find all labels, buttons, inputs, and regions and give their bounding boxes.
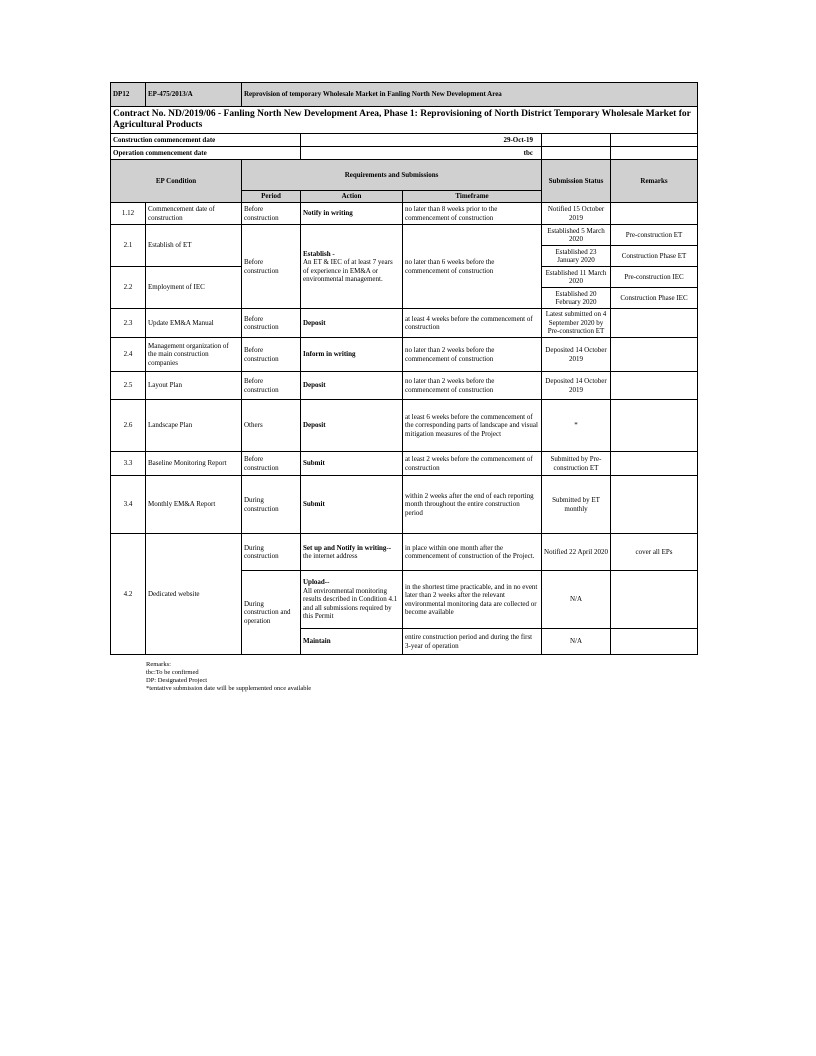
- status-cell: Latest submitted on 4 September 2020 by Pre-construction ET: [542, 309, 611, 338]
- timeframe-cell: in the shortest time practicable, and in no event later than 2 weeks after the relevant environmental monitoring data are collected or become available: [403, 571, 542, 629]
- operation-commencement-value: tbc: [301, 147, 542, 160]
- status-cell: Deposited 14 October 2019: [542, 372, 611, 400]
- action-cell: [301, 534, 403, 571]
- condition-number: 2.3: [111, 309, 146, 338]
- period-cell: Others: [242, 400, 301, 452]
- remark-cell: [611, 629, 698, 655]
- action-cell: Notify in writing: [301, 203, 403, 225]
- table-row: [111, 309, 698, 338]
- period-cell: Before construction: [242, 452, 301, 476]
- table-row: [111, 203, 698, 225]
- condition-name: Dedicated website: [146, 534, 242, 655]
- remark-cell: Construction Phase ET: [611, 246, 698, 267]
- timeframe-header: Timeframe: [403, 191, 542, 203]
- action-header: Action: [301, 191, 403, 203]
- condition-number: 1.12: [111, 203, 146, 225]
- status-cell: N/A: [542, 629, 611, 655]
- remark-cell: Pre-construction IEC: [611, 267, 698, 288]
- condition-name: Update EM&A Manual: [146, 309, 242, 338]
- dp-cell: DP12: [111, 83, 146, 107]
- remark-cell: [611, 476, 698, 534]
- action-text: An ET & IEC of at least 7 years of experience in EM&A or environmental management.: [303, 258, 393, 283]
- timeframe-cell: within 2 weeks after the end of each reporting month throughout the entire construction period: [403, 476, 542, 534]
- table-row: [111, 476, 698, 534]
- period-cell: Before construction: [242, 203, 301, 225]
- status-cell: Deposited 14 October 2019: [542, 338, 611, 372]
- blank-cell: [542, 147, 611, 160]
- action-text: the internet address: [303, 552, 358, 560]
- ep-condition-header: EP Condition: [111, 160, 242, 203]
- remark-cell: [611, 452, 698, 476]
- timeframe-cell: no later than 8 weeks prior to the commencement of construction: [403, 203, 542, 225]
- timeframe-cell: no later than 2 weeks before the commencement of construction: [403, 372, 542, 400]
- period-cell: Before construction: [242, 309, 301, 338]
- condition-number: 2.5: [111, 372, 146, 400]
- action-bold: Set up and Notify in writing--: [303, 543, 392, 552]
- remark-cell: Pre-construction ET: [611, 225, 698, 246]
- status-cell: Established 5 March 2020: [542, 225, 611, 246]
- operation-commencement-label: Operation commencement date: [111, 147, 301, 160]
- timeframe-cell: no later than 6 weeks before the commencement of construction: [403, 225, 542, 309]
- blank-cell: [611, 147, 698, 160]
- action-cell: Submit: [301, 452, 403, 476]
- condition-name: Landscape Plan: [146, 400, 242, 452]
- period-cell: During construction and operation: [242, 571, 301, 655]
- status-cell: Established 20 February 2020: [542, 288, 611, 309]
- remarks-notes: [146, 661, 311, 693]
- remarks-header: Remarks: [611, 160, 698, 203]
- condition-number: 2.2: [111, 267, 146, 309]
- condition-name: Monthly EM&A Report: [146, 476, 242, 534]
- table-row: [111, 452, 698, 476]
- status-cell: N/A: [542, 571, 611, 629]
- action-cell: Deposit: [301, 400, 403, 452]
- condition-name: Establish of ET: [146, 225, 242, 267]
- condition-name: Baseline Monitoring Report: [146, 452, 242, 476]
- action-cell: Deposit: [301, 309, 403, 338]
- condition-number: 3.3: [111, 452, 146, 476]
- remarks-line: DP: Designated Project: [146, 677, 208, 684]
- table-row: [111, 400, 698, 452]
- blank-cell: [611, 134, 698, 147]
- remark-cell: [611, 338, 698, 372]
- table-row: [111, 338, 698, 372]
- timeframe-cell: no later than 2 weeks before the commencement of construction: [403, 338, 542, 372]
- table-row: [111, 225, 698, 246]
- remarks-line: tbc:To be confirmed: [146, 669, 199, 676]
- timeframe-cell: entire construction period and during the first 3-year of operation: [403, 629, 542, 655]
- requirements-header: Requirements and Submissions: [242, 160, 542, 191]
- condition-name: Layout Plan: [146, 372, 242, 400]
- remark-cell: [611, 400, 698, 452]
- status-cell: Submitted by ET monthly: [542, 476, 611, 534]
- table-row: [111, 534, 698, 571]
- action-bold: Establish -: [303, 249, 335, 258]
- status-cell: Established 23 January 2020: [542, 246, 611, 267]
- construction-commencement-value: 29-Oct-19: [301, 134, 542, 147]
- condition-number: 4.2: [111, 534, 146, 655]
- action-cell: Submit: [301, 476, 403, 534]
- condition-number: 3.4: [111, 476, 146, 534]
- action-cell: [301, 225, 403, 309]
- timeframe-cell: at least 4 weeks before the commencement of construction: [403, 309, 542, 338]
- status-cell: Submitted by Pre-construction ET: [542, 452, 611, 476]
- condition-name: Commencement date of construction: [146, 203, 242, 225]
- submission-status-header: Submission Status: [542, 160, 611, 203]
- ep-number-cell: EP-475/2013/A: [146, 83, 242, 107]
- ep-condition-table: [110, 82, 698, 655]
- remark-cell: Construction Phase IEC: [611, 288, 698, 309]
- construction-commencement-label: Construction commencement date: [111, 134, 301, 147]
- action-bold: Upload--: [303, 578, 330, 587]
- action-cell: Deposit: [301, 372, 403, 400]
- remark-cell: [611, 309, 698, 338]
- condition-number: 2.1: [111, 225, 146, 267]
- contract-title: Contract No. ND/2019/06 - Fanling North New Development Area, Phase 1: Reprovisioning of North District Temporary Wholesale Market for Agricultural Products: [111, 107, 698, 134]
- period-cell: Before construction: [242, 225, 301, 309]
- remark-cell: cover all EPs: [611, 534, 698, 571]
- timeframe-cell: at least 2 weeks before the commencement of construction: [403, 452, 542, 476]
- action-cell: Maintain: [301, 629, 403, 655]
- period-cell: Before construction: [242, 338, 301, 372]
- action-text: All environmental monitoring results described in Condition 4.1 and all submissions required by this Permit: [303, 586, 398, 621]
- condition-name: Management organization of the main construction companies: [146, 338, 242, 372]
- table-row: [111, 372, 698, 400]
- remark-cell: [611, 571, 698, 629]
- status-cell: *: [542, 400, 611, 452]
- timeframe-cell: in place within one month after the commencement of construction of the Project.: [403, 534, 542, 571]
- period-cell: During construction: [242, 534, 301, 571]
- action-cell: Inform in writing: [301, 338, 403, 372]
- status-cell: Notified 22 April 2020: [542, 534, 611, 571]
- status-cell: Notified 15 October 2019: [542, 203, 611, 225]
- timeframe-cell: at least 6 weeks before the commencement of the corresponding parts of landscape and visual mitigation measures of the Project: [403, 400, 542, 452]
- remark-cell: [611, 203, 698, 225]
- status-cell: Established 11 March 2020: [542, 267, 611, 288]
- project-title: Reprovision of temporary Wholesale Market in Fanling North New Development Area: [242, 83, 698, 107]
- remarks-line: *tentative submission date will be supplemented once available: [146, 685, 312, 692]
- period-header: Period: [242, 191, 301, 203]
- period-cell: Before construction: [242, 372, 301, 400]
- remark-cell: [611, 372, 698, 400]
- condition-name: Employment of IEC: [146, 267, 242, 309]
- action-cell: [301, 571, 403, 629]
- condition-number: 2.6: [111, 400, 146, 452]
- period-cell: During construction: [242, 476, 301, 534]
- remarks-title: Remarks:: [146, 661, 171, 668]
- condition-number: 2.4: [111, 338, 146, 372]
- blank-cell: [542, 134, 611, 147]
